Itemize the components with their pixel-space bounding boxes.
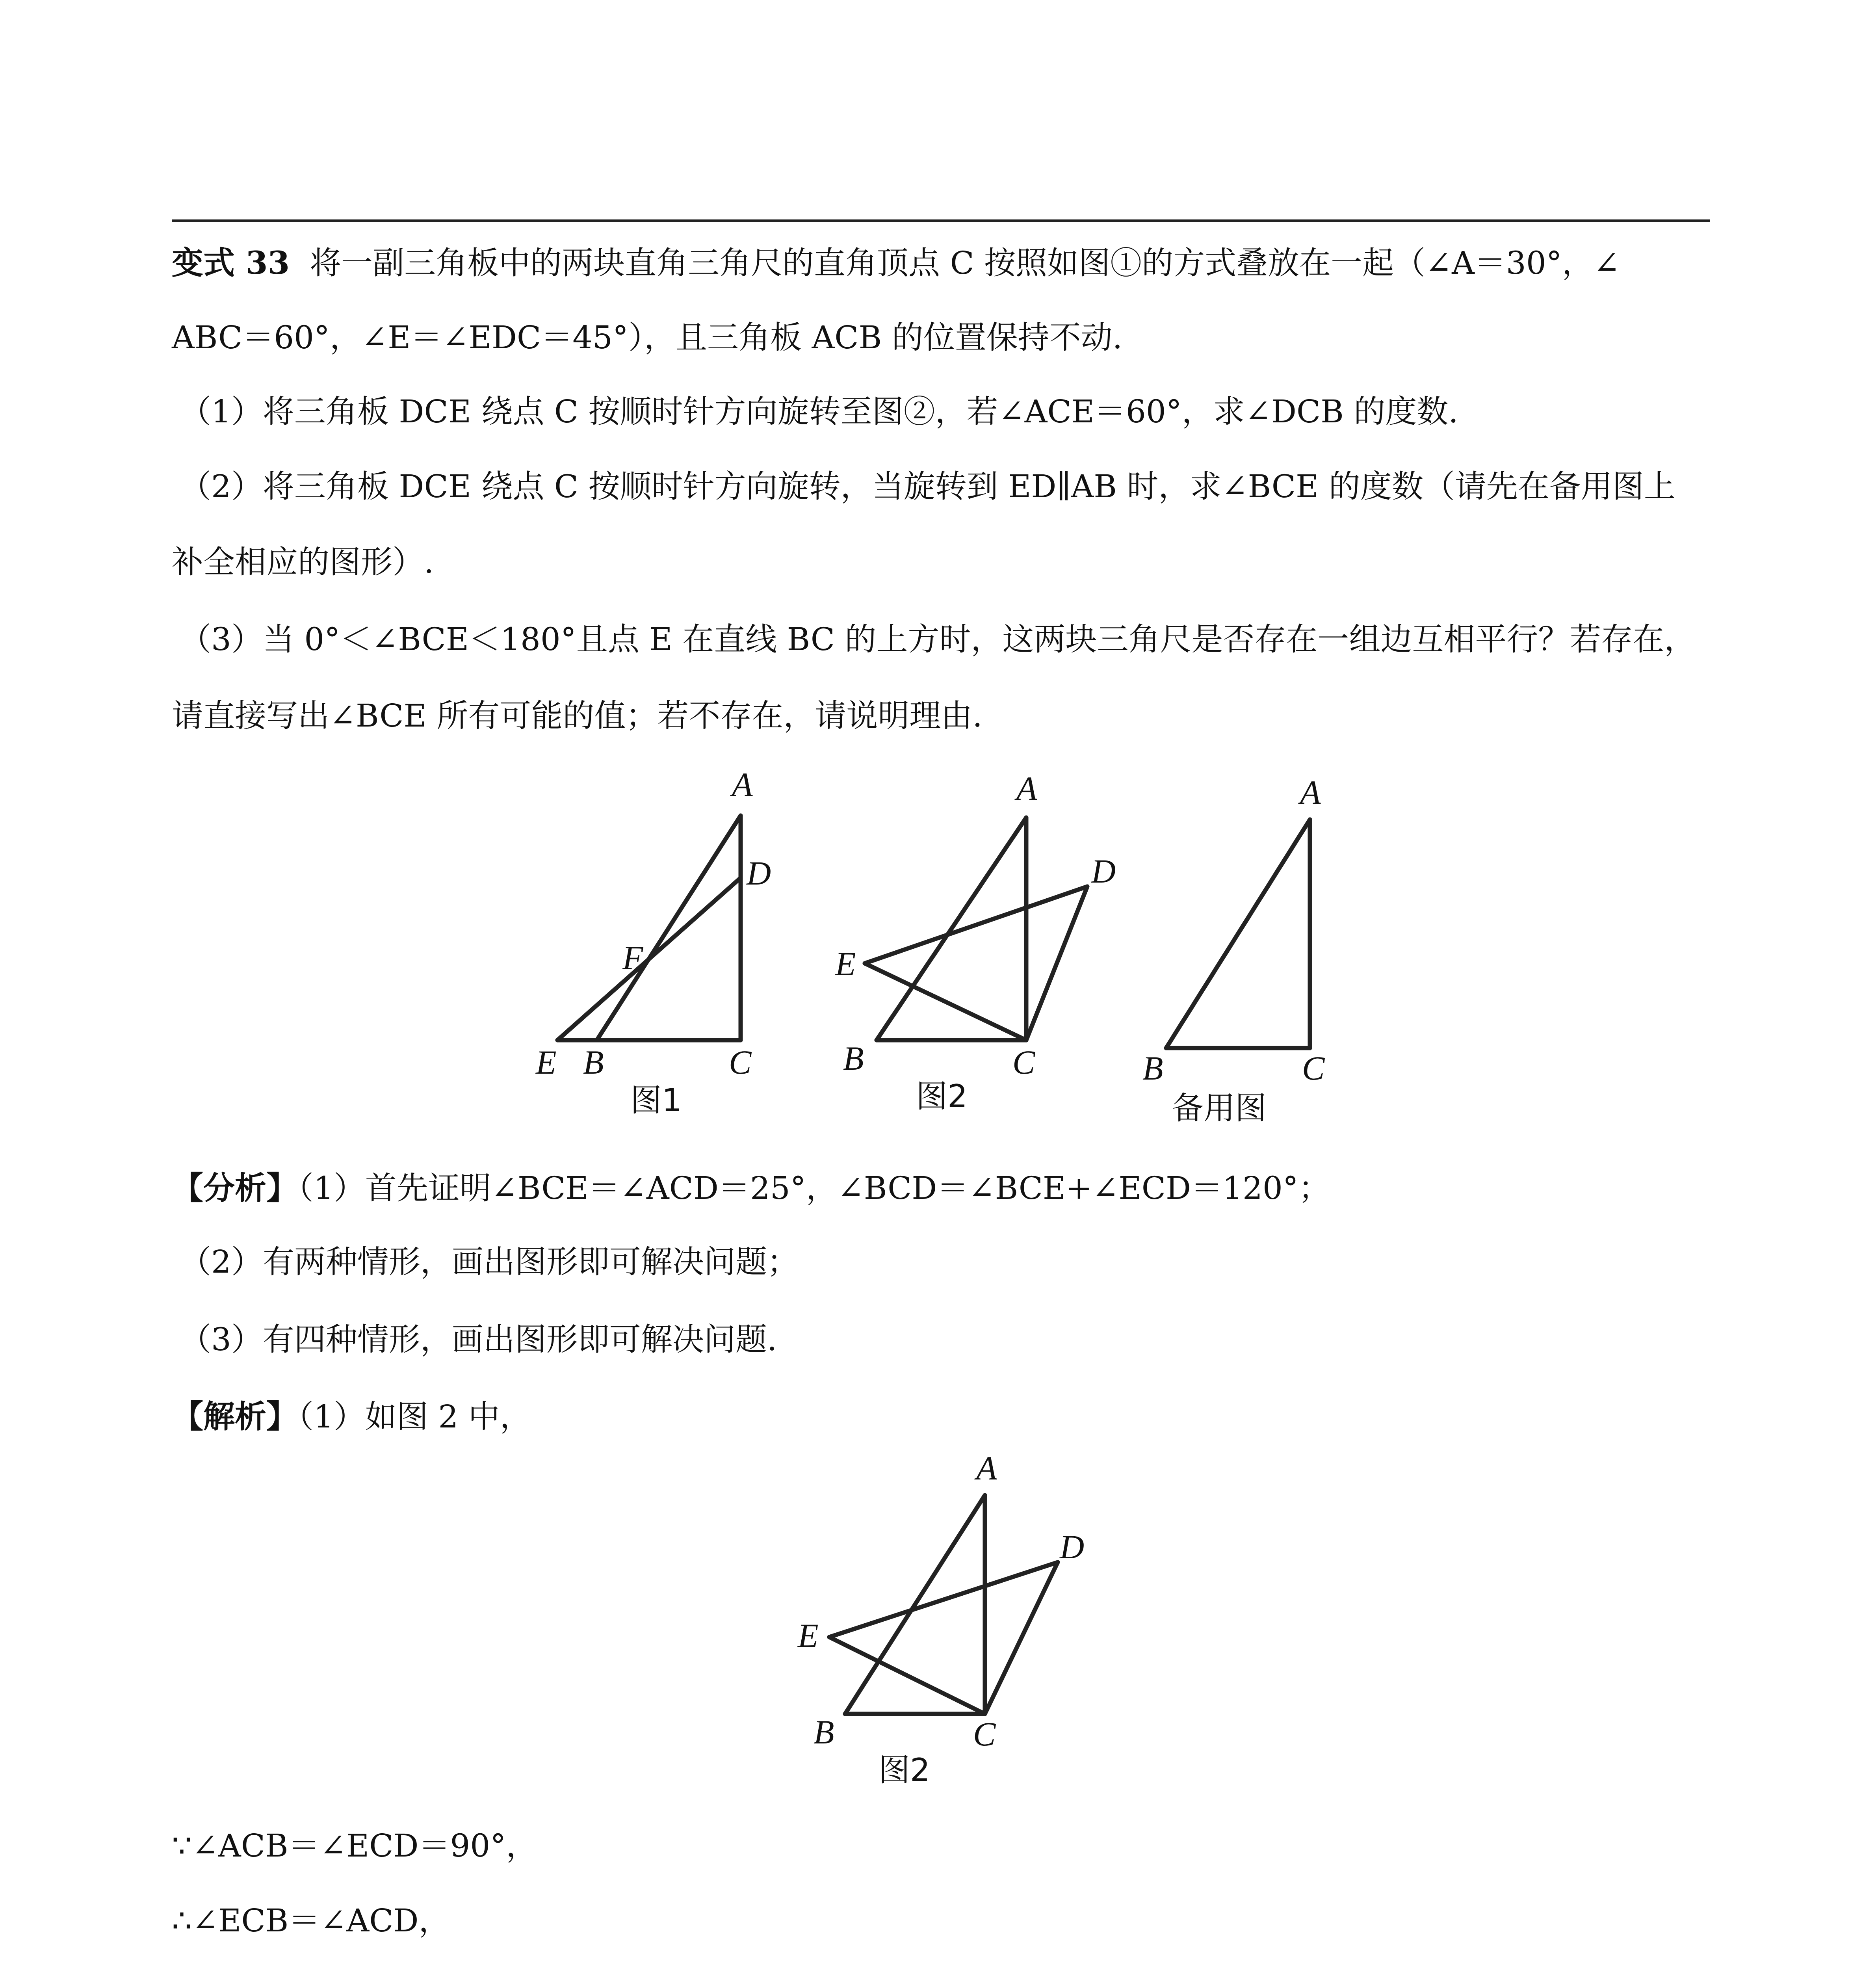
problem-line-1 [172,241,1710,285]
figure-1 [528,764,772,1127]
label-E: E [798,1617,819,1654]
label-B: B [1142,1049,1163,1087]
question-2-line-1: （2）将三角板 DCE 绕点 C 按顺时针方向旋转，当旋转到 ED∥AB 时，求∠BCE 的度数（请先在备用图上 [180,468,1675,505]
problem-label: 变式 33 [172,244,290,281]
analysis-heading: 【分析】 [172,1169,298,1206]
top-rule [172,219,1710,222]
question-2-line-2: 补全相应的图形）. [172,544,434,580]
label-B: B [583,1043,604,1081]
label-D: D [747,854,771,892]
segment-EC [865,963,1026,1040]
segment-ED [557,878,741,1040]
solution-step-1: ∵∠ACB＝∠ECD＝90°， [172,1827,538,1864]
analysis-line-1 [172,1166,1710,1210]
label-A: A [732,766,753,803]
segment-ED [829,1562,1058,1637]
label-D: D [1091,852,1116,890]
figure-2-solution-caption: 图2 [879,1752,930,1788]
segment-ED [865,886,1087,963]
label-A: A [976,1449,997,1487]
label-E: E [835,945,856,983]
segment-DC [985,1562,1058,1714]
label-E: E [536,1043,557,1081]
question-1: （1）将三角板 DCE 绕点 C 按顺时针方向旋转至图②，若∠ACE＝60°，求∠DCB 的度数. [180,393,1458,430]
problem-line-2: ABC＝60°，∠E＝∠EDC＝45°），且三角板 ACB 的位置保持不动. [172,319,1123,356]
solution-heading: 【解析】 [172,1398,298,1435]
segment-AB [1166,820,1310,1048]
label-C: C [973,1715,996,1753]
solution-intro: （1）如图 2 中， [298,1398,531,1435]
figure-2-solution [788,1446,1103,1801]
label-A: A [1300,773,1321,811]
analysis-line-3: （3）有四种情形，画出图形即可解决问题. [180,1321,777,1358]
segment-DC [1026,886,1087,1040]
label-C: C [729,1043,752,1081]
spare-figure-caption: 备用图 [1172,1090,1267,1126]
label-B: B [843,1039,864,1077]
label-D: D [1060,1528,1085,1566]
label-C: C [1302,1049,1325,1087]
label-F: F [622,939,643,977]
solution-step-2: ∴∠ECB＝∠ACD， [172,1902,450,1939]
figure-2-caption: 图2 [916,1078,968,1115]
label-A: A [1016,769,1037,807]
question-3-line-1: （3）当 0°＜∠BCE＜180°且点 E 在直线 BC 的上方时，这两块三角尺是否存在一组边互相平行？若存在， [180,621,1696,658]
question-3-line-2: 请直接写出∠BCE 所有可能的值；若不存在，请说明理由. [172,697,983,734]
label-B: B [814,1713,834,1751]
figure-1-caption: 图1 [630,1082,682,1119]
solution-line-1 [172,1395,1710,1438]
segment-AB [597,816,741,1040]
analysis-line-2: （2）有两种情形，画出图形即可解决问题； [180,1243,799,1280]
problem-text-1: 将一副三角板中的两块直角三角尺的直角顶点 C 按照如图①的方式叠放在一起（∠A＝30°，∠ [310,245,1620,281]
analysis-text-1: （1）首先证明∠BCE＝∠ACD＝25°，∠BCD＝∠BCE+∠ECD＝120°； [298,1170,1330,1206]
label-C: C [1012,1043,1035,1081]
spare-figure [1135,772,1355,1135]
figure-2 [827,768,1142,1127]
